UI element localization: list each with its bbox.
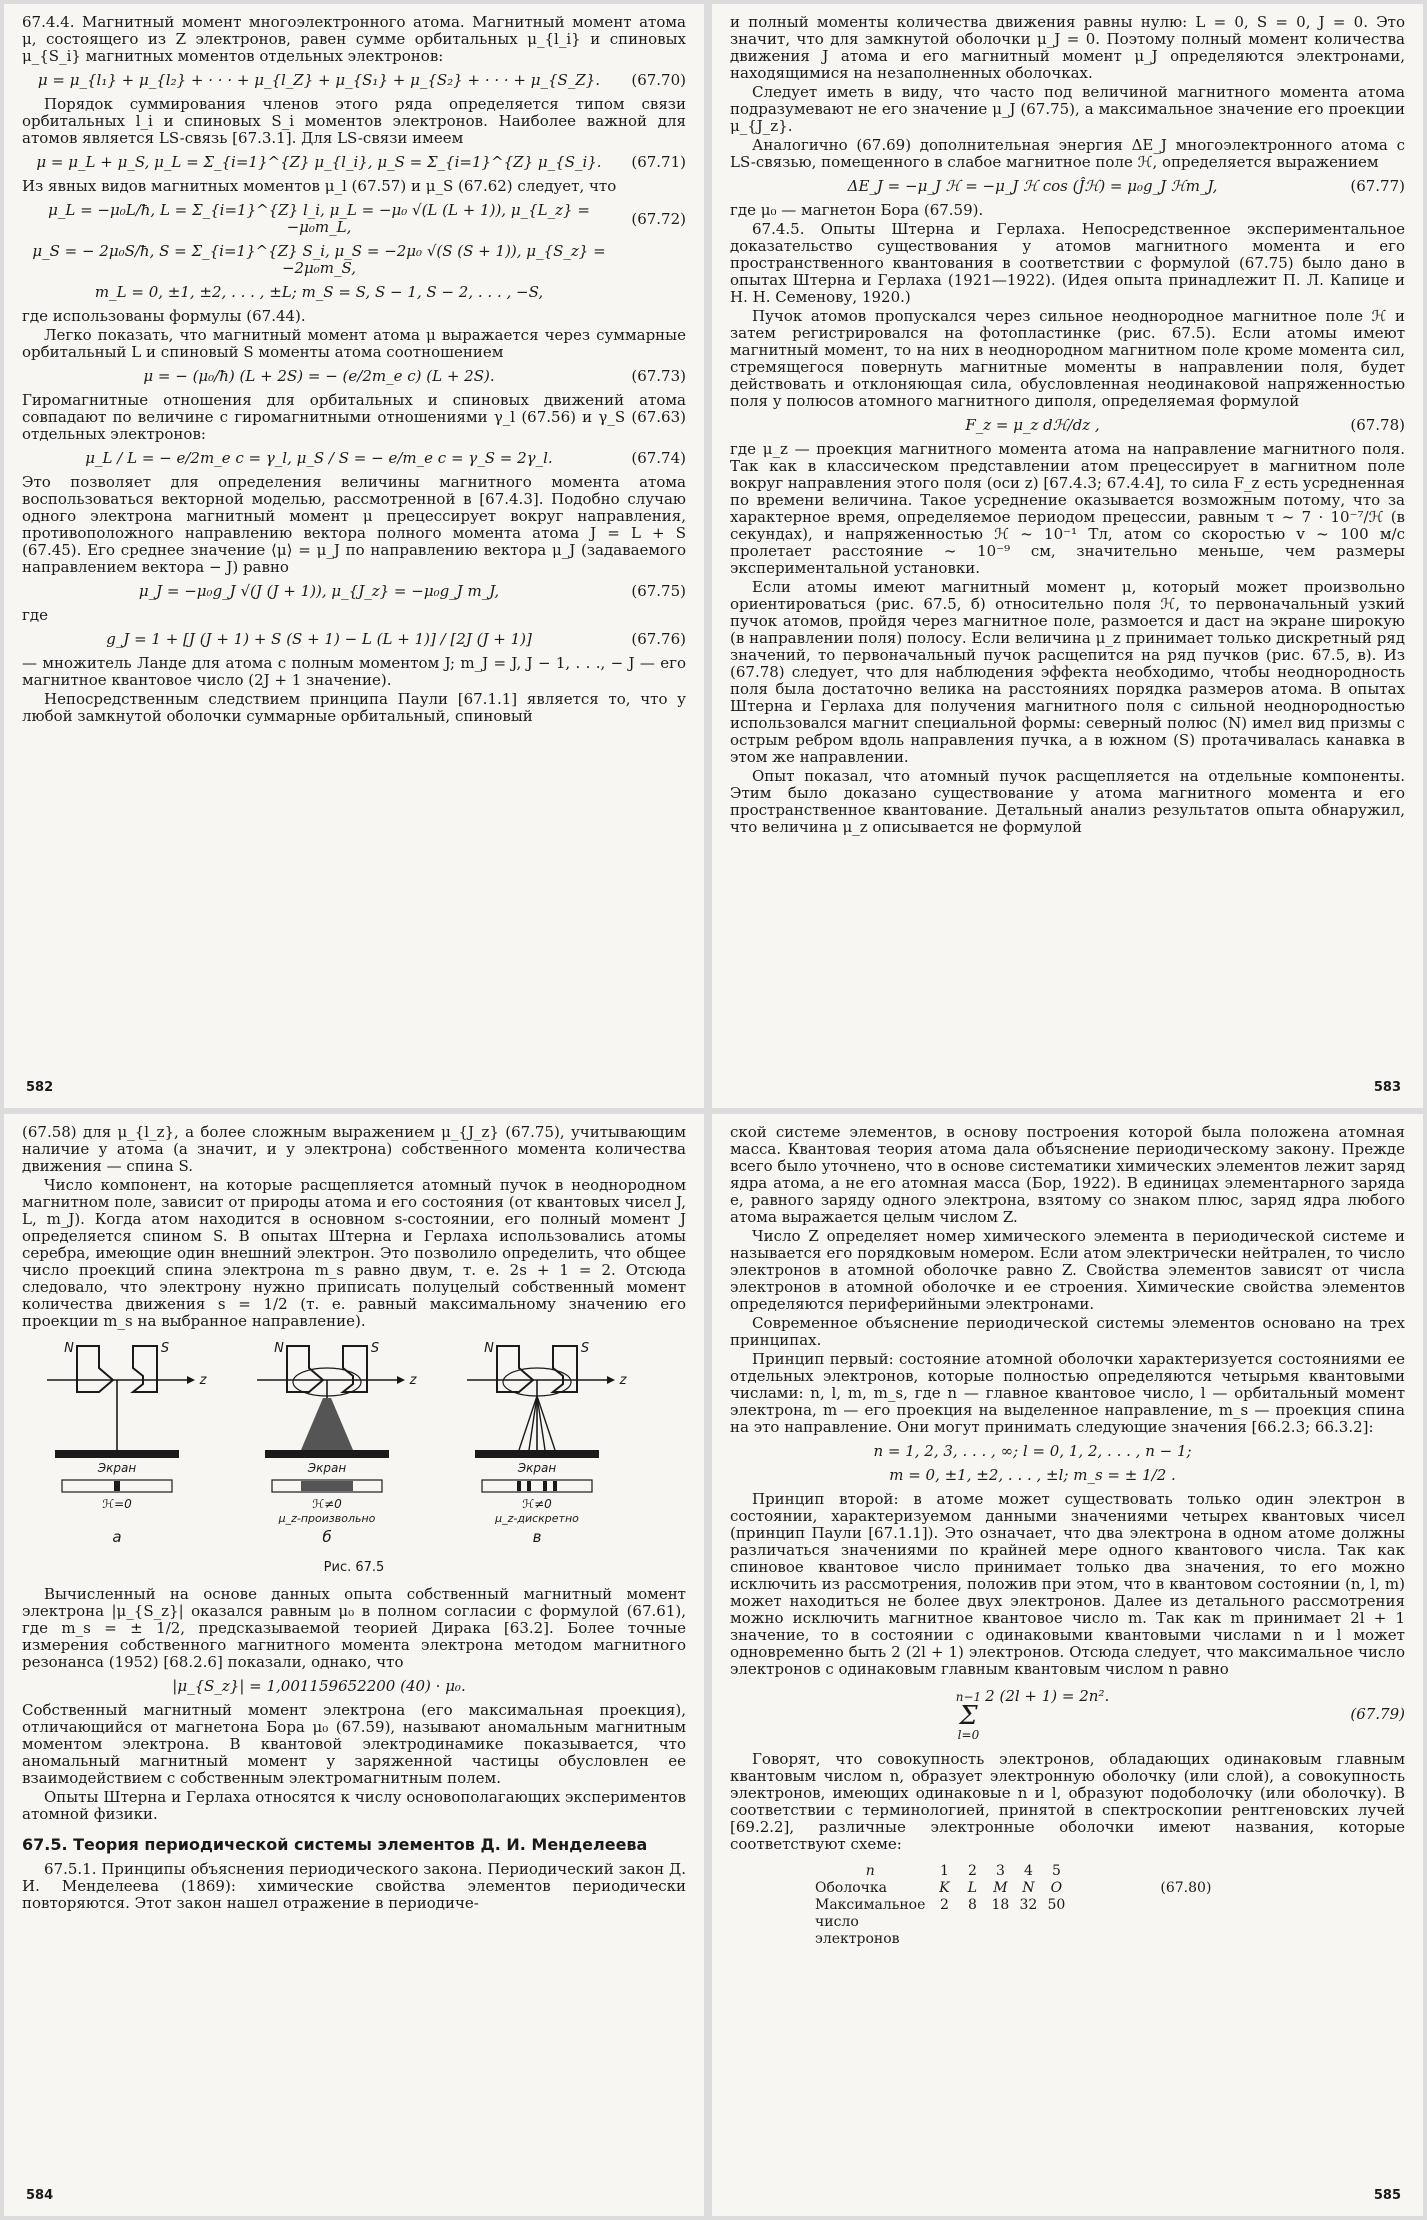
paragraph: Число Z определяет номер химического элемента в периодической системе и называется его порядковым номером. Если атом электрически нейтрален, то число электронов в атомной оболочке равно Z. Свойства элементов зависят от числа электронов в атомной оболочке и ее строения. Химические свойства элементов определяются периферийными электронами.	[730, 1227, 1405, 1313]
shell-row-max3	[810, 1931, 1216, 1948]
shell-name: M	[993, 1880, 1008, 1896]
label-n: N	[484, 1341, 494, 1356]
equation-number: (67.73)	[631, 367, 686, 385]
page-number: 583	[1373, 1080, 1401, 1095]
max-value: 8	[967, 1897, 977, 1913]
equation	[22, 1678, 686, 1695]
page-content	[22, 14, 686, 725]
paragraph: Опыты Штерна и Герлаха относятся к числу основополагающих экспериментов атомной физики.	[22, 1788, 686, 1823]
formula: μ = μ_L + μ_S, μ_L = Σ_{i=1}^{Z} μ_{l_i}, μ_S = Σ_{i=1}^{Z} μ_{S_i}.	[36, 153, 602, 171]
formula: ΔE_J = −μ_J ℋ = −μ_J ℋ cos (Ĵℋ) = μ₀g_J ℋm_J,	[847, 177, 1218, 195]
shell-scheme	[810, 1863, 1405, 1948]
formula: 2 (2l + 1) = 2n².	[985, 1687, 1110, 1705]
formula: μ = μ_{l₁} + μ_{l₂} + · · · + μ_{l_Z} + μ_{S₁} + μ_{S₂} + · · · + μ_{S_Z}.	[37, 71, 601, 89]
formula-wrap	[730, 1688, 1335, 1741]
equation-number: (67.77)	[1350, 177, 1405, 195]
formula: m_L = 0, ±1, ±2, . . . , ±L; m_S = S, S − 1, S − 2, . . . , −S,	[94, 283, 544, 301]
label-z: z	[619, 1373, 627, 1388]
formula: n = 1, 2, 3, . . . , ∞; l = 0, 1, 2, . . . , n − 1;	[873, 1442, 1192, 1460]
label-s: S	[160, 1341, 170, 1356]
split-spot	[527, 1481, 531, 1491]
summation-equation	[730, 1688, 1405, 1741]
equation-number: (67.76)	[631, 630, 686, 648]
n-label: n	[865, 1863, 875, 1879]
formula: m = 0, ±1, ±2, . . . , ±l; m_s = ± 1/2 .	[889, 1466, 1176, 1484]
figure-panel	[257, 1341, 418, 1546]
label-z: z	[199, 1373, 207, 1388]
label-s: S	[580, 1341, 590, 1356]
split-beam	[519, 1396, 537, 1450]
formula: g_J = 1 + [J (J + 1) + S (S + 1) − L (L + 1)] / [2J (J + 1)]	[106, 630, 532, 648]
equation-number: (67.75)	[631, 582, 686, 600]
paragraph: Легко показать, что магнитный момент атома μ выражается через суммарные орбитальный L и спиновый S моменты атома соотношением	[22, 326, 686, 361]
n-value: 5	[1051, 1863, 1061, 1879]
split-beam	[537, 1396, 545, 1450]
page-number: 584	[26, 2188, 54, 2203]
paragraph: Это позволяет для определения величины магнитного момента атома воспользоваться векторной моделью, рассмотренной в [67.4.3]. Подобно случаю одного электрона магнитный момент μ прецессирует вокруг направления, противоположного направлению вектора полного момента атома J = L + S (67.45). Его среднее значение ⟨μ⟩ = μ_J по направлению вектора μ_J (задаваемого направлением вектора − J) равно	[22, 473, 686, 576]
paragraph: Число компонент, на которые расщепляется атомный пучок в неоднородном магнитном поле, зависит от природы атома и его состояния (от квантовых чисел J, L, m_J). Когда атом находится в основном s-состоянии, его полный момент J определяется спином S. В опытах Штерна и Герлаха использовались атомы серебра, имеющие один внешний электрон. Это позволило определить, что общее число проекций спина электрона m_s равно двум, т. е. 2s + 1 = 2. Отсюда следовало, что электрону нужно приписать полуцелый собственный момент количества движения s = 1/2 (т. е. равный максимальному значению его проекции m_s на выбранное направление).	[22, 1176, 686, 1330]
spacer	[1070, 1897, 1216, 1914]
max-value: 50	[1047, 1897, 1066, 1913]
z-axis-arrow	[187, 1376, 195, 1384]
field-state: ℋ=0	[102, 1497, 132, 1511]
shell-row-max2	[810, 1914, 1216, 1931]
equation	[22, 450, 686, 467]
equation	[730, 417, 1405, 434]
page-content	[730, 14, 1405, 836]
formula: μ_L / L = − e/2m_e c = γ_l, μ_S / S = − e/m_e c = γ_S = 2γ_l.	[85, 449, 553, 467]
equation	[730, 178, 1405, 195]
paragraph: Говорят, что совокупность электронов, обладающих одинаковым главным квантовым числом n, образует электронную оболочку (или слой), а совокупность электронов, имеющих одинаковые n и l, образуют подоболочку (или оболочку). В соответствии с терминологией, принятой в спектроскопии рентгеновских лучей [69.2.2], различные электронные оболочки имеют названия, которые соответствуют схеме:	[730, 1750, 1405, 1853]
equation	[22, 154, 686, 171]
equation	[22, 202, 686, 236]
paragraph: где использованы формулы (67.44).	[22, 307, 306, 325]
shell-table	[810, 1863, 1216, 1948]
figure-caption: Рис. 67.5	[323, 1560, 385, 1575]
figure-panel	[467, 1341, 628, 1546]
paragraph: Пучок атомов пропускался через сильное неоднородное магнитное поле ℋ и затем регистрировался на фотопластинке (рис. 67.5). Если атомы имеют магнитный момент, то на них в неоднородном магнитном поле кроме момента сил, стремящегося повернуть магнитные моменты в направлении поля, будет действовать и отклоняющая сила, обусловленная неодинаковой напряженностью поля у полюсов атомного магнитного диполя, определяемая формулой	[730, 307, 1405, 410]
paragraph: Непосредственным следствием принципа Паули [67.1.1] является то, что у любой замкнутой оболочки суммарные орбитальный, спиновый	[22, 690, 686, 725]
panel-letter: а	[112, 1528, 122, 1546]
page-583	[712, 4, 1423, 1108]
shell-row-n	[810, 1863, 1216, 1880]
panel-letter: б	[322, 1528, 332, 1546]
paragraph: Современное объяснение периодической системы элементов основано на трех принципах.	[730, 1314, 1405, 1349]
paragraph: — множитель Ланде для атома с полным моментом J; m_J = J, J − 1, . . ., − J — его магнитное квантовое число (2J + 1 значение).	[22, 654, 686, 689]
equation	[22, 631, 686, 648]
equation	[730, 1443, 1405, 1460]
page-number: 585	[1373, 2188, 1401, 2203]
max-value: 2	[939, 1897, 949, 1913]
screen-plate	[475, 1450, 599, 1458]
equation-number: (67.70)	[631, 71, 686, 89]
label-n: N	[274, 1341, 284, 1356]
label-z: z	[409, 1373, 417, 1388]
paragraph: 67.4.5. Опыты Штерна и Герлаха. Непосредственное экспериментальное доказательство существования у атомов магнитного момента и его пространственного квантования в соответствии с формулой (67.75) было дано в опытах Штерна и Герлаха (1921—1922). (Идея опыта принадлежит П. Л. Капице и Н. Н. Семенову, 1920.)	[730, 220, 1405, 306]
paragraph: 67.4.4. Магнитный момент многоэлектронного атома. Магнитный момент атома μ, состоящего из Z электронов, равен сумме орбитальных μ_{l_i} и спиновых μ_{S_i} магнитных моментов отдельных электронов:	[22, 13, 686, 65]
paragraph: и полный моменты количества движения равны нулю: L = 0, S = 0, J = 0. Это значит, что для замкнутой оболочки μ_J = 0. Поэтому полный момент количества движения J атома и его магнитный момент μ_J определяются электронами, находящимися на незаполненных оболочках.	[730, 13, 1405, 82]
equation	[22, 72, 686, 89]
max-value: 32	[1019, 1897, 1038, 1913]
figure-67-5	[22, 1338, 686, 1557]
magnet-south-pole	[343, 1346, 367, 1392]
n-value: 1	[939, 1863, 949, 1879]
split-beam	[537, 1396, 555, 1450]
page-content	[730, 1124, 1405, 1948]
shell-row-max	[810, 1897, 1216, 1914]
wide-band	[301, 1481, 353, 1491]
field-state: ℋ≠0	[522, 1497, 552, 1511]
panel-letter: в	[532, 1528, 542, 1546]
formula: μ_J = −μ₀g_J √(J (J + 1)), μ_{J_z} = −μ₀g_J m_J,	[138, 582, 500, 600]
split-spot	[517, 1481, 521, 1491]
max-value: 18	[991, 1897, 1010, 1913]
sigma: Σ	[959, 1701, 978, 1731]
field-state: ℋ≠0	[312, 1497, 342, 1511]
screen-plate	[55, 1450, 179, 1458]
max-label-2: число	[815, 1914, 859, 1930]
formula: μ_L = −μ₀L/ħ, L = Σ_{i=1}^{Z} l_i, μ_L = −μ₀ √(L (L + 1)), μ_{L_z} = −μ₀m_L,	[48, 201, 590, 236]
formula: μ = − (μ₀/ħ) (L + 2S) = − (e/2m_e c) (L + 2S).	[143, 367, 495, 385]
paragraph: Вычисленный на основе данных опыта собственный магнитный момент электрона |μ_{S_z}| оказался равным μ₀ в полном согласии с формулой (67.61), где m_s = ± 1/2, предсказываемой теорией Дирака [63.2]. Более точные измерения собственного магнитного момента электрона методом магнитного резонанса (1952) [68.2.6] показали, однако, что	[22, 1585, 686, 1671]
paragraph: 67.5.1. Принципы объяснения периодического закона. Периодический закон Д. И. Менделеева (1869): химические свойства элементов периодически повторяются. Этот закон нашел отражение в периодиче-	[22, 1860, 686, 1912]
equation-number: (67.71)	[631, 153, 686, 171]
shell-name: K	[939, 1880, 950, 1896]
equation-number: (67.80)	[1160, 1880, 1212, 1896]
page-582	[4, 4, 704, 1108]
max-label: Максимальное	[815, 1897, 926, 1913]
paragraph: ской системе элементов, в основу построения которой была положена атомная масса. Квантовая теория атома дала объяснение периодическому закону. Прежде всего было уточнено, что в основе систематики химических элементов лежит заряд ядра атома, а не его атомная масса (Бор, 1922). В единицах элементарного заряда e, равного заряду одного электрона, взятому со знаком плюс, заряд ядра любого атома выражается целым числом Z.	[730, 1123, 1405, 1226]
z-axis-arrow	[607, 1376, 615, 1384]
paragraph: где	[22, 606, 48, 624]
paragraph: Если атомы имеют магнитный момент μ, который может произвольно ориентироваться (рис. 67.5, б) относительно поля ℋ, то первоначальный узкий пучок атомов, пройдя через магнитное поле, размоется и даст на экране широкую (в направлении поля) полосу. Если величина μ_z принимает только дискретный ряд значений, то первоначальный пучок расщепится на ряд пучков (рис. 67.5, в). Из (67.78) следует, что для наблюдения эффекта необходимо, чтобы неоднородность поля была достаточно велика на расстояниях порядка размеров атома. В опытах Штерна и Герлаха для получения магнитного поля с сильной неоднородностью использовался магнит специальной формы: северный полюс (N) имел вид призмы с острым ребром вдоль направления пучка, а в южном (S) протачивалась канавка в этом же направлении.	[730, 578, 1405, 766]
max-label-3: электронов	[815, 1931, 900, 1947]
paragraph: где μ₀ — магнетон Бора (67.59).	[730, 201, 984, 219]
page-584	[4, 1114, 704, 2216]
label-n: N	[64, 1341, 74, 1356]
page-content	[22, 1124, 686, 1912]
shell-label: Оболочка	[815, 1880, 888, 1896]
sum-lower-limit: l=0	[957, 1728, 980, 1742]
page-585	[712, 1114, 1423, 2216]
split-spot	[543, 1481, 547, 1491]
magnet-south-pole	[553, 1346, 577, 1392]
formula: μ_S = − 2μ₀S/ħ, S = Σ_{i=1}^{Z} S_i, μ_S = −2μ₀ √(S (S + 1)), μ_{S_z} = −2μ₀m_S,	[32, 242, 606, 277]
equation-number: (67.79)	[1350, 1705, 1405, 1723]
equation	[22, 583, 686, 600]
equation	[730, 1467, 1405, 1484]
paragraph: Гиромагнитные отношения для орбитальных и спиновых движений атома совпадают по величине с гиромагнитными отношениями γ_l (67.56) и γ_S (67.63) отдельных электронов:	[22, 391, 686, 443]
beam-spot	[114, 1481, 120, 1491]
equation-number: (67.78)	[1350, 416, 1405, 434]
shell-row-names	[810, 1880, 1216, 1897]
formula: |μ_{S_z}| = 1,001159652200 (40) · μ₀.	[172, 1677, 466, 1695]
stern-gerlach-figure	[22, 1338, 682, 1553]
split-spot	[553, 1481, 557, 1491]
magnet-south-pole	[133, 1346, 157, 1392]
shell-name: L	[967, 1880, 978, 1896]
n-value: 3	[995, 1863, 1005, 1879]
paragraph: Принцип первый: состояние атомной оболочки характеризуется состояниями ее отдельных электронов, которые полностью определяются четырьмя квантовыми числами: n, l, m, m_s, где n — главное квантовое число, l — орбитальный момент электрона, m — его проекция на выделенное направление, m_s — проекция спина на это направление. Они могут принимать следующие значения [66.2.3; 66.3.2]:	[730, 1350, 1405, 1436]
paragraph: Из явных видов магнитных моментов μ_l (67.57) и μ_S (67.62) следует, что	[22, 177, 617, 195]
sum-symbol	[956, 1691, 981, 1741]
shell-name: O	[1050, 1880, 1063, 1896]
screen-plate	[265, 1450, 389, 1458]
page-number: 582	[26, 1080, 54, 1095]
formula: F_z = μ_z dℋ/dz ,	[965, 416, 1100, 434]
section-heading: 67.5. Теория периодической системы элементов Д. И. Менделеева	[22, 1835, 648, 1854]
paragraph: Порядок суммирования членов этого ряда определяется типом связи орбитальных l_i и спиновых S_i моментов электронов. Наиболее важной для атомов является LS-связь [67.3.1]. Для LS-связи имеем	[22, 95, 686, 147]
screen-label: Экран	[307, 1461, 347, 1475]
screen-label: Экран	[97, 1461, 137, 1475]
paragraph: Аналогично (67.69) дополнительная энергия ΔE_J многоэлектронного атома с LS-связью, помещенного в слабое магнитное поле ℋ, определяется выражением	[730, 136, 1405, 171]
paragraph: (67.58) для μ_{l_z}, а более сложным выражением μ_{J_z} (67.75), учитывающим наличие у атома (а значит, и у электрона) собственного момента количества движения — спина S.	[22, 1123, 686, 1175]
paragraph: Собственный магнитный момент электрона (его максимальная проекция), отличающийся от магнетона Бора μ₀ (67.59), называют аномальным магнитным моментом электрона. В квантовой электродинамике показывается, что аномальный магнитный момент у заряженной частицы обусловлен ее взаимодействием с собственным электромагнитным полем.	[22, 1701, 686, 1787]
sum-upper-limit: n−1	[955, 1690, 982, 1704]
n-value: 2	[967, 1863, 977, 1879]
equation-number: (67.72)	[631, 209, 686, 228]
paragraph: Принцип второй: в атоме может существовать только один электрон в состоянии, характеризуемом данными значениями четырех квантовых чисел (принцип Паули [67.1.1]). Это означает, что два электрона в одном атоме должны различаться значениями по крайней мере одного квантового числа. Так как спиновое квантовое число принимает только два значения, то его можно исключить из рассмотрения, положив при этом, что в квантовом состоянии (n, l, m) может находиться не более двух электронов. Далее из детального рассмотрения можно исключить магнитное квантовое число m. Так как m принимает 2l + 1 значение, то в состоянии с одинаковыми квантовыми числами n и l может одновременно быть 2 (2l + 1) электронов. Отсюда следует, что максимальное число электронов с одинаковым главным квантовым числом n равно	[730, 1490, 1405, 1678]
moment-note: μ_z-произвольно	[278, 1512, 376, 1525]
paragraph: Опыт показал, что атомный пучок расщепляется на отдельные компоненты. Этим было доказано существование у атома магнитного момента и его пространственное квантование. Детальный анализ результатов опыта обнаружил, что величина μ_z описывается не формулой	[730, 767, 1405, 836]
paragraph: Следует иметь в виду, что часто под величиной магнитного момента атома подразумевают не его значение μ_J (67.75), а максимальное значение его проекции μ_{J_z}.	[730, 83, 1405, 135]
spacer	[1070, 1863, 1216, 1880]
smeared-beam	[301, 1398, 353, 1450]
shell-name: N	[1022, 1880, 1035, 1896]
paragraph: где μ_z — проекция магнитного момента атома на направление магнитного поля. Так как в классическом представлении атом прецессирует в магнитном поле вокруг направления этого поля (оси z) [67.4.3; 67.4.4], то сила F_z есть усредненная по времени величина. Такое усреднение оказывается возможным потому, что за характерное время, определяемое периодом прецессии, равным τ ~ 7 · 10⁻⁷/ℋ (в секундах), и напряженностью ℋ ~ 10⁻¹ Тл, атом со скоростью v ~ 100 м/с пролетает расстояние ~ 10⁻⁹ см, значительно меньше, чем размеры экспериментальной установки.	[730, 440, 1405, 577]
film-strip	[482, 1480, 592, 1492]
magnet-north-pole	[77, 1346, 113, 1392]
label-s: S	[370, 1341, 380, 1356]
screen-label: Экран	[517, 1461, 557, 1475]
equation-number: (67.74)	[631, 449, 686, 467]
moment-note: μ_z-дискретно	[495, 1512, 579, 1525]
equation	[22, 243, 686, 277]
split-beam	[529, 1396, 537, 1450]
z-axis-arrow	[397, 1376, 405, 1384]
equation	[22, 368, 686, 385]
n-value: 4	[1023, 1863, 1033, 1879]
figure-panel	[47, 1341, 208, 1546]
equation	[22, 284, 686, 301]
